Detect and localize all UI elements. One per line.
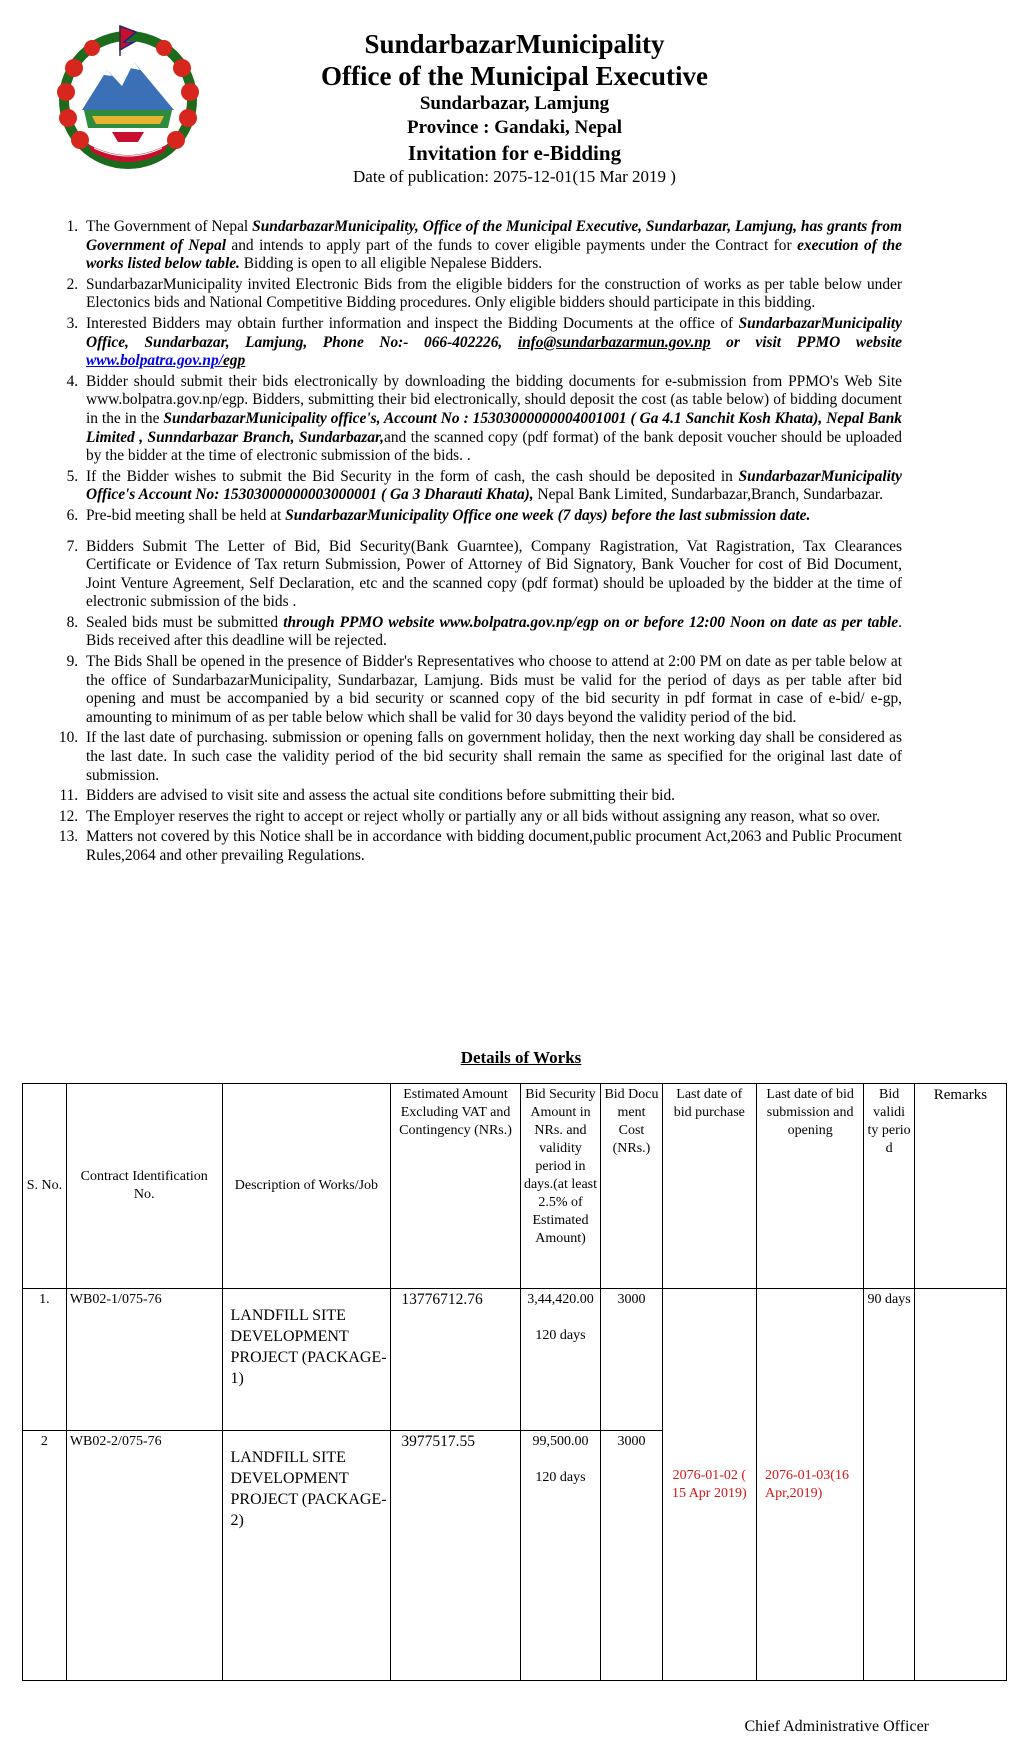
letterhead: [0, 28, 1029, 188]
clause-12: 12. The Employer reserves the right to accept or reject wholly or partially any or all bids without assigning any reason, what so over.: [82, 808, 902, 827]
clause-3: 3. Interested Bidders may obtain further information and inspect the Bidding Documents at the office of SundarbazarMunicipality Office, Sundarbazar, Lamjung, Phone No:- 066-402226, info@sundarbazarmun.gov.np or visit PPMO website www.bolpatra.gov.np/egp: [82, 315, 902, 371]
col-header-sno: S. No.: [23, 1084, 67, 1289]
notice-title: Invitation for e-Bidding: [407, 141, 622, 165]
publication-date: Date of publication: 2075-12-01(15 Mar 2019 ): [353, 167, 676, 186]
works-table: [22, 1083, 1007, 1681]
row-description: LANDFILL SITE DEVELOPMENT PROJECT (PACKAGE-1): [222, 1289, 391, 1431]
row-doc-cost: 3000: [601, 1289, 662, 1431]
col-header-contract: Contract Identification No.: [66, 1084, 222, 1289]
signature-title: Chief Administrative Officer: [744, 1718, 929, 1735]
row-contract-id: WB02-1/075-76: [66, 1289, 222, 1431]
table-row: [23, 1289, 1007, 1431]
clause-11: 11. Bidders are advised to visit site and assess the actual site conditions before submitting their bid.: [82, 787, 902, 806]
clause-13: 13. Matters not covered by this Notice shall be in accordance with bidding document,public procument Act,2063 and Public Procument Rules,2064 and other prevailing Regulations.: [82, 828, 902, 865]
municipality-name: SundarbazarMunicipality: [364, 29, 665, 59]
col-header-validity: Bid validi ty perio d: [864, 1084, 914, 1289]
col-header-purchase-date: Last date of bid purchase: [662, 1084, 756, 1289]
col-header-doc-cost: Bid Docu ment Cost (NRs.): [601, 1084, 662, 1289]
province-line: Province : Gandaki, Nepal: [407, 117, 622, 138]
details-of-works-title: Details of Works: [460, 1048, 582, 1067]
col-header-estimate: Estimated Amount Excluding VAT and Contingency (NRs.): [391, 1084, 520, 1289]
clause-7: 7. Bidders Submit The Letter of Bid, Bid Security(Bank Guarntee), Company Ragistration, Vat Ragistration, Tax Clearances Certificate or Evidence of Tax return Submission, Power of Attorney of Bid Signatory, Bank Voucher for cost of Bid Document, Joint Venture Agreement, Self Declaration, etc and the scanned copy (pdf format) should be uploaded by the bidder at the time of electronic submission of the bids .: [82, 538, 902, 612]
bolpatra-link[interactable]: www.bolpatra.gov.np/: [86, 352, 223, 370]
col-header-remarks: Remarks: [914, 1084, 1006, 1289]
row-sno: 2: [23, 1431, 67, 1681]
table-header-row: [23, 1084, 1007, 1289]
col-header-description: Description of Works/Job: [222, 1084, 391, 1289]
clause-1: 1. The Government of Nepal SundarbazarMunicipality, Office of the Municipal Executive, Sundarbazar, Lamjung, has grants from Government of Nepal and intends to apply part of the funds to cover eligible payments under the Contract for execution of the works listed below table. Bidding is open to all eligible Nepalese Bidders.: [82, 218, 902, 274]
office-name: Office of the Municipal Executive: [321, 61, 708, 91]
row-security: 99,500.00 120 days: [520, 1431, 601, 1681]
clause-4: 4. Bidder should submit their bids electronically by downloading the bidding documents for e-submission from PPMO's Web Site www.bolpatra.gov.np/egp. Bidders, submitting their bid electronically, should deposit the cost (as table below) of bidding document in the in the SundarbazarMunicipality office's, Account No : 15303000000004001001 ( Ga 4.1 Sanchit Kosh Khata), Nepal Bank Limited , Sunndarbazar Branch, Sundarbazar,and the scanned copy (pdf format) of the bank deposit voucher should be uploaded by the bidder at the time of electronic submission of the bids. .: [82, 373, 902, 466]
row-estimate: 3977517.55: [391, 1431, 520, 1681]
row-remarks: [914, 1289, 1006, 1681]
purchase-deadline: 2076-01-02 ( 15 Apr 2019): [662, 1289, 756, 1681]
col-header-security: Bid Security Amount in NRs. and validity period in days.(at least 2.5% of Estimated Amount): [520, 1084, 601, 1289]
row-validity: 90 days: [864, 1289, 914, 1681]
clause-8: 8. Sealed bids must be submitted through PPMO website www.bolpatra.gov.np/egp on or before 12:00 Noon on date as per table. Bids received after this deadline will be rejected.: [82, 614, 902, 651]
submission-deadline: 2076-01-03(16 Apr,2019): [756, 1289, 863, 1681]
office-location: Sundarbazar, Lamjung: [419, 93, 610, 114]
clause-9: 9. The Bids Shall be opened in the presence of Bidder's Representatives who choose to attend at 2:00 PM on date as per table below at the office of SundarbazarMunicipality, Sundarbazar, Lamjung. Bids must be valid for the period of days as per table after bid opening and must be accompanied by a bid security or scanned copy of the bid security in pdf format in case of e-bid/ e-gp, amounting to minimum of as per table below which shall be valid for 30 days beyond the validity period of the bid.: [82, 653, 902, 727]
row-doc-cost: 3000: [601, 1431, 662, 1681]
clause-10: 10. If the last date of purchasing. submission or opening falls on government holiday, then the next working day shall be considered as the last date. In such case the validity period of the bid security shall remain the same as specified for the original last date of submission.: [82, 729, 902, 785]
clause-5: 5. If the Bidder wishes to submit the Bid Security in the form of cash, the cash should be deposited in SundarbazarMunicipality Office's Account No: 15303000000003000001 ( Ga 3 Dharauti Khata), Nepal Bank Limited, Sundarbazar,Branch, Sundarbazar.: [82, 468, 902, 505]
row-contract-id: WB02-2/075-76: [66, 1431, 222, 1681]
clause-2: 2. SundarbazarMunicipality invited Electronic Bids from the eligible bidders for the construction of works as per table below under Electonics bids and National Competitive Bidding procedures. Only eligible bidders should participate in this bidding.: [82, 276, 902, 313]
row-estimate: 13776712.76: [391, 1289, 520, 1431]
row-sno: 1.: [23, 1289, 67, 1431]
row-security: 3,44,420.00 120 days: [520, 1289, 601, 1431]
notice-clauses: [48, 218, 902, 868]
email-link[interactable]: info@sundarbazarmun.gov.np: [517, 333, 711, 351]
clause-6: 6. Pre-bid meeting shall be held at SundarbazarMunicipality Office one week (7 days) before the last submission date.: [82, 507, 902, 526]
col-header-submission-date: Last date of bid submission and opening: [756, 1084, 863, 1289]
row-description: LANDFILL SITE DEVELOPMENT PROJECT (PACKAGE-2): [222, 1431, 391, 1681]
